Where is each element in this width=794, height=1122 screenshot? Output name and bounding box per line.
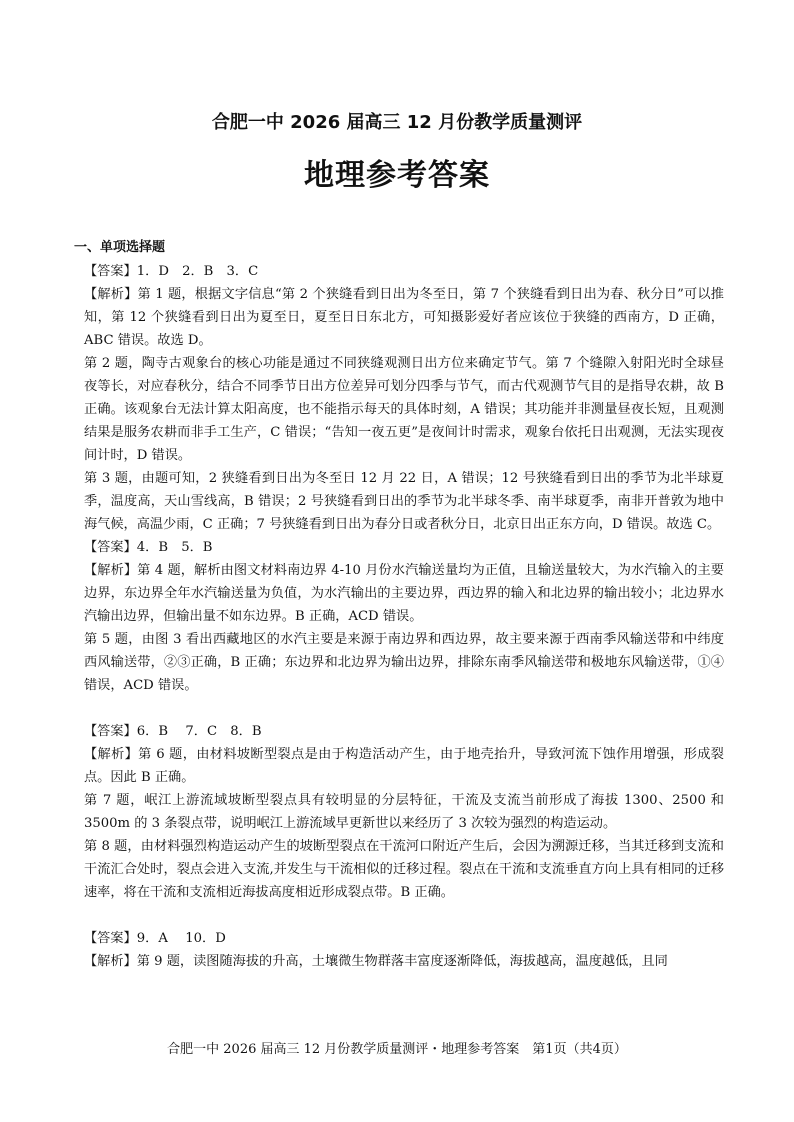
answer-group-1 — [84, 260, 724, 536]
answer-group-4 — [84, 927, 724, 973]
analysis-paragraph: 【解析】第 1 题，根据文字信息“第 2 个狭缝看到日出为冬至日，第 7 个狭缝看到日出为春、秋分日”可以推知，第 12 个狭缝看到日出为夏至日，夏至日日东北方，可知摄影爱好者应该位于狭缝的西南方，D 正确，ABC 错误。故选 D。 — [84, 287, 724, 348]
section-heading: 一、单项选择题 — [74, 240, 166, 255]
answer-line: 【答案】4．B 5．B — [84, 540, 213, 555]
analysis-paragraph: 第 2 题，陶寺古观象台的核心功能是通过不同狭缝观测日出方位来确定节气。第 7 个缝隙入射阳光时全球昼夜等长，对应春秋分，结合不同季节日出方位差异可划分四季与节气，而古代观测节气目的是指导农耕，故 B 正确。该观象台无法计算太阳高度，也不能指示每天的具体时刻，A 错误；其功能并非测量昼夜长短，且观测结果是服务农耕而非手工生产，C 错误；“告知一夜五更”是夜间计时需求，观象台依托日出观测，无法实现夜间计时，D 错误。 — [84, 356, 724, 463]
analysis-paragraph: 【解析】第 6 题，由材料坡断型裂点是由于构造活动产生，由于地壳抬升，导致河流下蚀作用增强，形成裂点。因此 B 正确。 — [84, 747, 724, 785]
answer-group-3 — [84, 720, 724, 904]
analysis-paragraph: 第 7 题，岷江上游流域坡断型裂点具有较明显的分层特征，干流及支流当前形成了海拔 1300、2500 和 3500m 的 3 条裂点带，说明岷江上游流域早更新世以来经历了 3 次较为强烈的构造运动。 — [84, 793, 724, 831]
spacer — [74, 697, 724, 720]
answer-group-2 — [84, 536, 724, 697]
document-title: 地理参考答案 — [304, 158, 490, 193]
analysis-paragraph: 第 5 题，由图 3 看出西藏地区的水汽主要是来源于南边界和西边界，故主要来源于西南季风输送带和中纬度西风输送带，②③正确，B 正确；东边界和北边界为输出边界，排除东南季风输送带和极地东风输送带，①④错误，ACD 错误。 — [84, 632, 724, 693]
analysis-paragraph: 【解析】第 4 题，解析由图文材料南边界 4-10 月份水汽输送量均为正值，且输送量较大，为水汽输入的主要边界，东边界全年水汽输送量为负值，为水汽输出的主要边界，西边界的输入和北边界的输出较小；北边界水汽输出边界，但输出量不如东边界。B 正确，ACD 错误。 — [84, 563, 724, 624]
answer-line: 【答案】6．B 7．C 8．B — [84, 724, 262, 739]
answer-content — [74, 236, 724, 973]
answer-line: 【答案】1．D 2．B 3．C — [84, 264, 259, 279]
spacer — [74, 904, 724, 927]
analysis-paragraph: 【解析】第 9 题，读图随海拔的升高，土壤微生物群落丰富度逐渐降低，海拔越高，温度越低，且同 — [84, 954, 668, 969]
analysis-paragraph: 第 3 题，由题可知，2 狭缝看到日出为冬至日 12 月 22 日，A 错误；12 号狭缝看到日出的季节为北半球夏季，温度高，天山雪线高，B 错误；2 号狭缝看到日出的季节为北半球冬季、南半球夏季，南非开普敦为地中海气候，高温少雨，C 正确；7 号狭缝看到日出为春分日或者秋分日，北京日出正东方向，D 错误。故选 C。 — [84, 471, 724, 532]
exam-title: 合肥一中 2026 届高三 12 月份教学质量测评 — [211, 112, 583, 133]
analysis-paragraph: 第 8 题，由材料强烈构造运动产生的坡断型裂点在干流河口附近产生后，会因为溯源迁移，当其迁移到支流和干流汇合处时，裂点会进入支流,并发生与干流相似的迁移过程。裂点在干流和支流垂直方向上具有相同的迁移速率，将在干流和支流相近海拔高度相近形成裂点带。B 正确。 — [84, 839, 724, 900]
page-footer: 合肥一中 2026 届高三 12 月份教学质量测评・地理参考答案 第1页（共4页） — [167, 1042, 627, 1057]
answer-line: 【答案】9．A 10．D — [84, 931, 226, 946]
